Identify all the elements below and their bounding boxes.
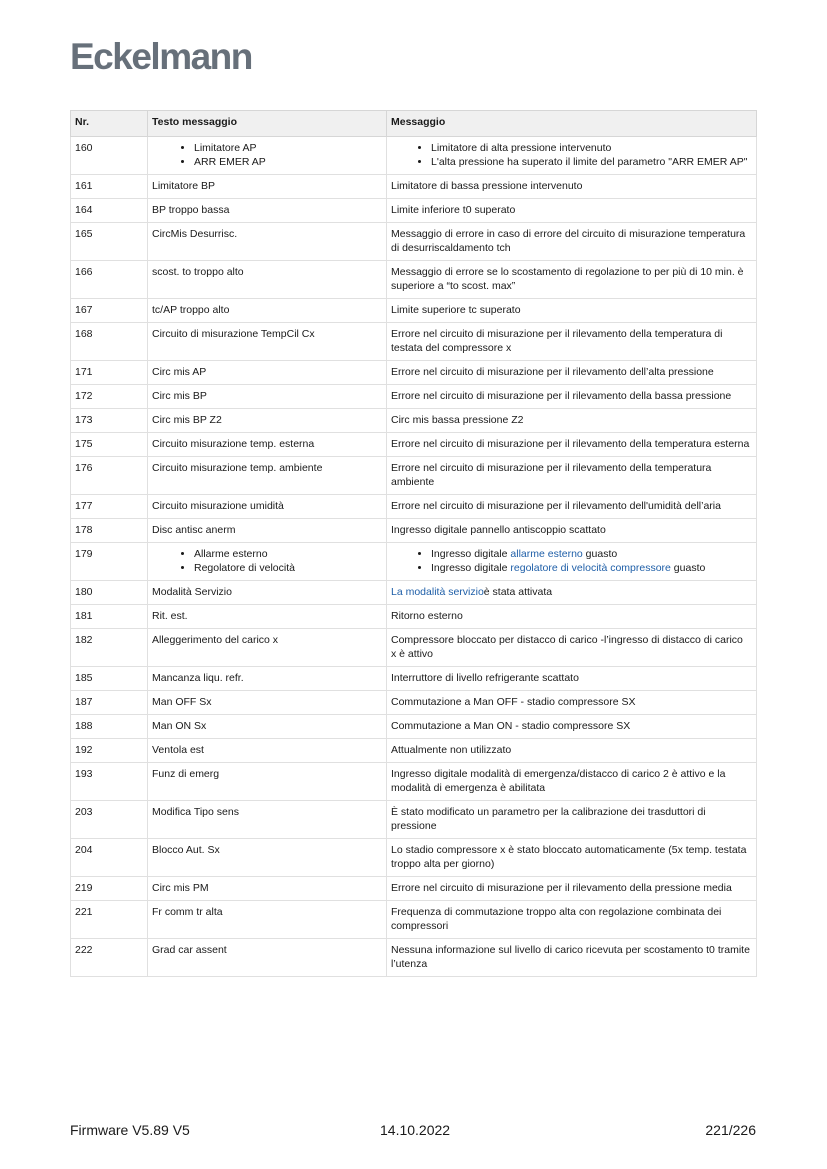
table-row <box>71 495 757 519</box>
table-row <box>71 629 757 667</box>
cell-nr: 168 <box>71 323 148 361</box>
cell-message-text: Circuito misurazione umidità <box>148 495 387 519</box>
message-list <box>391 141 751 169</box>
cell-nr: 187 <box>71 691 148 715</box>
table-row <box>71 581 757 605</box>
table-row <box>71 543 757 581</box>
message-link[interactable]: regolatore di velocità compressore <box>510 562 671 574</box>
cell-message: Lo stadio compressore x è stato bloccato automaticamente (5x temp. testata troppo alta per giorno) <box>387 839 757 877</box>
cell-nr: 193 <box>71 763 148 801</box>
cell-nr: 172 <box>71 385 148 409</box>
list-item: • L'alta pressione ha superato il limite del parametro "ARR EMER AP" <box>431 155 751 169</box>
cell-message-text: Man ON Sx <box>148 715 387 739</box>
cell-message-text: tc/AP troppo alto <box>148 299 387 323</box>
table-body <box>71 137 757 977</box>
cell-message-text: Mancanza liqu. refr. <box>148 667 387 691</box>
message-link[interactable]: La modalità servizio <box>391 586 484 598</box>
list-item: • Limitatore di alta pressione intervenuto <box>431 141 751 155</box>
cell-message-text: Circuito misurazione temp. ambiente <box>148 457 387 495</box>
footer-date: 14.10.2022 <box>380 1122 451 1138</box>
list-item: • Allarme esterno <box>194 547 381 561</box>
cell-nr: 167 <box>71 299 148 323</box>
table-row <box>71 801 757 839</box>
cell-message: Attualmente non utilizzato <box>387 739 757 763</box>
cell-message-text: Limitatore BP <box>148 175 387 199</box>
cell-message-text: Rit. est. <box>148 605 387 629</box>
table-header-row <box>71 111 757 137</box>
cell-message: Ingresso digitale modalità di emergenza/distacco di carico 2 è attivo e la modalità di emergenza è abilitata <box>387 763 757 801</box>
table-row <box>71 763 757 801</box>
cell-message: Errore nel circuito di misurazione per il rilevamento della temperatura ambiente <box>387 457 757 495</box>
cell-message: È stato modificato un parametro per la calibrazione dei trasduttori di pressione <box>387 801 757 839</box>
message-link[interactable]: allarme esterno <box>510 548 583 560</box>
cell-message-text: Modalità Servizio <box>148 581 387 605</box>
cell-message: Errore nel circuito di misurazione per il rilevamento della temperatura di testata del compressore x <box>387 323 757 361</box>
cell-message <box>387 543 757 581</box>
column-header-nr: Nr. <box>71 111 148 137</box>
table-row <box>71 261 757 299</box>
table-row <box>71 199 757 223</box>
cell-message-text: BP troppo bassa <box>148 199 387 223</box>
message-suffix: è stata attivata <box>483 586 553 598</box>
cell-nr: 173 <box>71 409 148 433</box>
cell-message-text: Circ mis BP Z2 <box>148 409 387 433</box>
cell-nr: 177 <box>71 495 148 519</box>
cell-message <box>387 137 757 175</box>
table-row <box>71 901 757 939</box>
cell-message-text: Disc antisc anerm <box>148 519 387 543</box>
column-header-message: Messaggio <box>387 111 757 137</box>
cell-nr: 203 <box>71 801 148 839</box>
cell-message: Limitatore di bassa pressione intervenuto <box>387 175 757 199</box>
list-item: • ARR EMER AP <box>194 155 381 169</box>
messages-table <box>70 110 757 977</box>
message-list <box>391 547 751 575</box>
cell-nr: 181 <box>71 605 148 629</box>
cell-nr: 221 <box>71 901 148 939</box>
message-text-list <box>152 547 381 575</box>
cell-message-text: Fr comm tr alta <box>148 901 387 939</box>
cell-message: Limite inferiore t0 superato <box>387 199 757 223</box>
column-header-text: Testo messaggio <box>148 111 387 137</box>
cell-nr: 165 <box>71 223 148 261</box>
table-row <box>71 691 757 715</box>
eckelmann-logo: Eckelmann <box>70 36 252 77</box>
cell-message: Ritorno esterno <box>387 605 757 629</box>
cell-nr: 164 <box>71 199 148 223</box>
cell-message: Commutazione a Man ON - stadio compressore SX <box>387 715 757 739</box>
cell-message-text: Man OFF Sx <box>148 691 387 715</box>
message-suffix: guasto <box>670 562 706 574</box>
table-row <box>71 223 757 261</box>
cell-message: Errore nel circuito di misurazione per il rilevamento della bassa pressione <box>387 385 757 409</box>
cell-message: Frequenza di commutazione troppo alta con regolazione combinata dei compressori <box>387 901 757 939</box>
cell-nr: 180 <box>71 581 148 605</box>
cell-message: Ingresso digitale pannello antiscoppio scattato <box>387 519 757 543</box>
cell-message-text: Modifica Tipo sens <box>148 801 387 839</box>
cell-message: Errore nel circuito di misurazione per il rilevamento dell'umidità dell’aria <box>387 495 757 519</box>
cell-nr: 176 <box>71 457 148 495</box>
cell-nr: 171 <box>71 361 148 385</box>
cell-message-text: Circ mis BP <box>148 385 387 409</box>
table-row <box>71 839 757 877</box>
list-item: • Regolatore di velocità <box>194 561 381 575</box>
table-row <box>71 519 757 543</box>
table-row <box>71 299 757 323</box>
table-row <box>71 385 757 409</box>
footer-firmware: Firmware V5.89 V5 <box>70 1122 190 1138</box>
table-row <box>71 739 757 763</box>
cell-message: Limite superiore tc superato <box>387 299 757 323</box>
cell-message-text: Grad car assent <box>148 939 387 977</box>
table-row <box>71 667 757 691</box>
cell-message <box>387 581 757 605</box>
message-prefix: Ingresso digitale <box>431 548 511 560</box>
table-row <box>71 877 757 901</box>
cell-message: Messaggio di errore se lo scostamento di regolazione to per più di 10 min. è superiore a “to scost. max” <box>387 261 757 299</box>
table-row <box>71 605 757 629</box>
cell-message: Compressore bloccato per distacco di carico -l’ingresso di distacco di carico x è attivo <box>387 629 757 667</box>
message-prefix: Ingresso digitale <box>431 562 511 574</box>
cell-message-text: CircMis Desurrisc. <box>148 223 387 261</box>
cell-nr: 179 <box>71 543 148 581</box>
cell-message: Commutazione a Man OFF - stadio compressore SX <box>387 691 757 715</box>
cell-nr: 188 <box>71 715 148 739</box>
table-row <box>71 939 757 977</box>
cell-message: Interruttore di livello refrigerante scattato <box>387 667 757 691</box>
cell-message-text: Circ mis AP <box>148 361 387 385</box>
cell-message: Errore nel circuito di misurazione per il rilevamento della temperatura esterna <box>387 433 757 457</box>
cell-nr: 175 <box>71 433 148 457</box>
cell-nr: 166 <box>71 261 148 299</box>
message-text-list <box>152 141 381 169</box>
cell-message-text <box>148 137 387 175</box>
cell-message-text: Funz di emerg <box>148 763 387 801</box>
cell-message: Circ mis bassa pressione Z2 <box>387 409 757 433</box>
table-row <box>71 175 757 199</box>
list-item: • Limitatore AP <box>194 141 381 155</box>
table-row <box>71 361 757 385</box>
cell-message-text: Ventola est <box>148 739 387 763</box>
list-item <box>431 547 751 561</box>
cell-nr: 192 <box>71 739 148 763</box>
cell-message: Errore nel circuito di misurazione per il rilevamento dell’alta pressione <box>387 361 757 385</box>
cell-message-text: Circuito misurazione temp. esterna <box>148 433 387 457</box>
table-row <box>71 323 757 361</box>
cell-nr: 160 <box>71 137 148 175</box>
cell-message-text: Blocco Aut. Sx <box>148 839 387 877</box>
cell-nr: 182 <box>71 629 148 667</box>
cell-message-text: scost. to troppo alto <box>148 261 387 299</box>
cell-message: Errore nel circuito di misurazione per il rilevamento della pressione media <box>387 877 757 901</box>
table-row <box>71 409 757 433</box>
table-row <box>71 137 757 175</box>
cell-message-text: Circ mis PM <box>148 877 387 901</box>
footer-page-number: 221/226 <box>705 1122 756 1138</box>
cell-message-text: Alleggerimento del carico x <box>148 629 387 667</box>
table-row <box>71 433 757 457</box>
cell-nr: 222 <box>71 939 148 977</box>
cell-message: Messaggio di errore in caso di errore del circuito di misurazione temperatura di desurriscaldamento tch <box>387 223 757 261</box>
table-row <box>71 457 757 495</box>
cell-nr: 178 <box>71 519 148 543</box>
cell-nr: 161 <box>71 175 148 199</box>
cell-nr: 185 <box>71 667 148 691</box>
table-row <box>71 715 757 739</box>
cell-nr: 204 <box>71 839 148 877</box>
cell-message: Nessuna informazione sul livello di carico ricevuta per scostamento t0 tramite l’utenza <box>387 939 757 977</box>
message-suffix: guasto <box>582 548 618 560</box>
cell-message-text: Circuito di misurazione TempCil Cx <box>148 323 387 361</box>
cell-nr: 219 <box>71 877 148 901</box>
list-item <box>431 561 751 575</box>
cell-message-text <box>148 543 387 581</box>
